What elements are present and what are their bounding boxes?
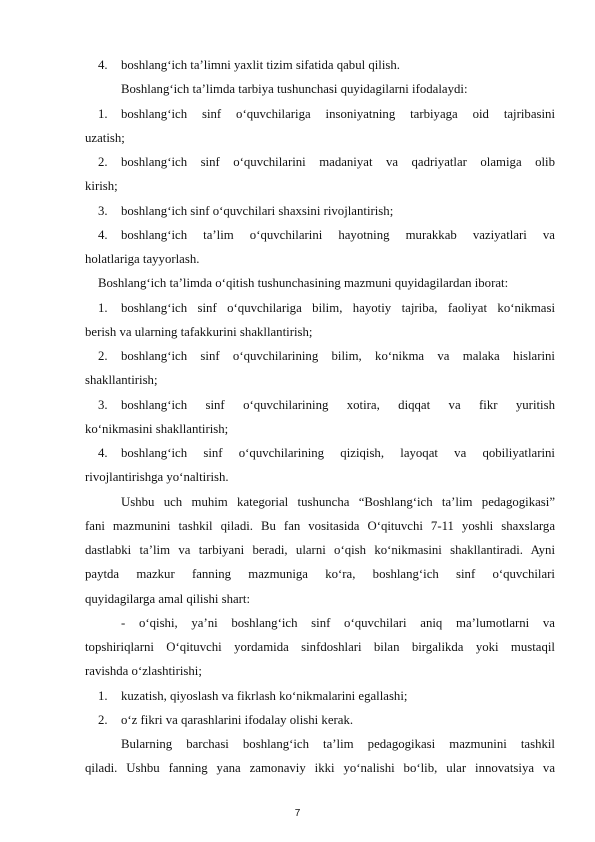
text-line: boshlang‘ich sinf o‘quvchilarining xotira, diqqat va fikr yuritish [121,398,555,412]
list-number: 1. [98,107,108,121]
text-line: berish va ularning tafakkurini shakllantirish; [85,325,313,339]
text-line: ko‘nikmasini shakllantirish; [85,422,229,436]
list-number: 1. [98,689,108,703]
text-line: shakllantirish; [85,373,158,387]
text-line: kuzatish, qiyoslash va fikrlash ko‘nikmalarini egallashi; [121,689,408,703]
text-line: - o‘qishi, ya’ni boshlang‘ich sinf o‘quvchilari aniq ma’lumotlarni va [121,616,555,630]
text-line: o‘z fikri va qarashlarini ifodalay olishi kerak. [121,713,354,727]
text-line: uzatish; [85,131,125,145]
text-line: qiladi. Ushbu fanning yana zamonaviy ikki yo‘nalishi bo‘lib, ular innovatsiya va [85,761,555,775]
list-number: 3. [98,398,108,412]
text-line: topshiriqlarni O‘qituvchi yordamida sinfdoshlari bilan birgalikda yoki mustaqil [85,640,555,654]
text-line: Ushbu uch muhim kategorial tushuncha “Boshlang‘ich ta’lim pedagogikasi” [121,495,555,509]
text-line: Bularning barchasi boshlang‘ich ta’lim pedagogikasi mazmunini tashkil [121,737,555,751]
text-line: holatlariga tayyorlash. [85,252,200,266]
text-line: paytda mazkur fanning mazmuniga ko‘ra, boshlang‘ich sinf o‘quvchilari [85,567,555,581]
text-line: fani mazmunini tashkil qiladi. Bu fan vositasida O‘qituvchi 7-11 yoshli shaxslarga [85,519,555,533]
text-line: boshlang‘ich sinf o‘quvchilari shaxsini rivojlantirish; [121,204,394,218]
text-line: dastlabki ta’lim va tarbiyani beradi, ularni o‘qish ko‘nikmasini shakllantiradi. Ayni [85,543,555,557]
list-number: 4. [98,58,108,72]
list-number: 2. [98,155,108,169]
text-line: boshlang‘ich ta’limni yaxlit tizim sifatida qabul qilish. [121,58,400,72]
list-number: 4. [98,228,108,242]
list-number: 2. [98,713,108,727]
text-line: Boshlang‘ich ta’limda o‘qitish tushunchasining mazmuni quyidagilardan iborat: [98,276,509,290]
list-number: 2. [98,349,108,363]
list-number: 1. [98,301,108,315]
text-line: boshlang‘ich sinf o‘quvchilarining bilim, ko‘nikma va malaka hislarini [121,349,555,363]
text-line: boshlang‘ich sinf o‘quvchilariga insoniyatning tarbiyaga oid tajribasini [121,107,555,121]
text-line: boshlang‘ich ta’lim o‘quvchilarini hayotning murakkab vaziyatlari va [121,228,555,242]
text-line: boshlang‘ich sinf o‘quvchilariga bilim, hayotiy tajriba, faoliyat ko‘nikmasi [121,301,555,315]
text-line: rivojlantirishga yo‘naltirish. [85,470,229,484]
text-line: boshlang‘ich sinf o‘quvchilarining qiziqish, layoqat va qobiliyatlarini [121,446,555,460]
text-line: boshlang‘ich sinf o‘quvchilarini madaniyat va qadriyatlar olamiga olib [121,155,555,169]
text-line: Boshlang‘ich ta’limda tarbiya tushunchasi quyidagilarni ifodalaydi: [121,82,468,96]
text-line: kirish; [85,179,118,193]
list-number: 4. [98,446,108,460]
text-line: ravishda o‘zlashtirishi; [85,664,202,678]
page-number: 7 [294,808,301,819]
list-number: 3. [98,204,108,218]
text-line: quyidagilarga amal qilishi shart: [85,592,251,606]
